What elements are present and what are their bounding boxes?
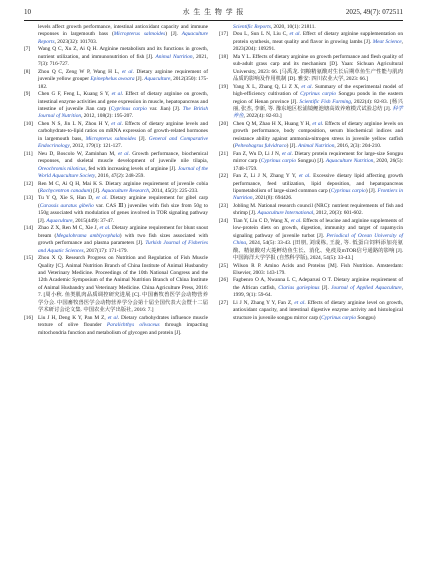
reference-number: [10] (24, 120, 33, 127)
reference-entry (219, 300, 403, 322)
reference-entry (24, 121, 208, 151)
text-segment: through impacting mitochondria function and metabolism of glycogen and protein [J]. (38, 322, 209, 336)
italic-text: Cyprinus carpio (260, 158, 296, 165)
text-segment: Fagbenro O A, Nwanna L C, Adeparusi O T. Dietary arginine requirement of the African catfish, (233, 277, 403, 291)
italic-text: et al (281, 150, 292, 157)
text-segment: Yang X L, Zhang Q, Li Z X, (233, 83, 302, 90)
italic-text: et al (121, 68, 133, 75)
reference-text (38, 225, 208, 255)
text-segment: Chen N S, Jin L N, Zhou H Y, (38, 120, 112, 127)
reference-number (24, 24, 38, 46)
text-segment: Songpu) (356, 314, 376, 321)
reference-entry (219, 151, 403, 173)
text-segment: . Effects of dietary arginine levels on growth performance, body composition, serum biochemical indices and resistance ability against ammonia-nitrogen stress in juvenile yellow catfish ( (233, 120, 403, 150)
reference-entry (24, 46, 208, 68)
text-segment: , 1999, 9(1): 59-64. (233, 284, 404, 299)
italic-text: The British Journal of Nutrition (38, 105, 208, 120)
text-segment: var. CAS Ⅲ) juveniles with fish size from 50g to 150g associated with modulation of genes involved in TOR signaling pathway [J]. (38, 202, 208, 224)
text-segment: , 2021, 7(3): 716-727. (38, 53, 209, 68)
text-segment: Ma Y L. Effects of dietary arginine on growth performance and flesh quality of sub-adult grass carp and its mechanism [D]. Yaan: Sichuan Agricultural University, 2023: 66. [马禹龙. 饲粮精氨酸对生长后期草鱼生产性能与肌肉品质的影响及作用机制 [D]. 雅安: 四川农业大学, 2023: 66.] (233, 53, 403, 83)
reference-text (38, 181, 208, 196)
text-segment: Dou L, Sun L N, Liu C, (233, 31, 290, 38)
text-segment: , 2012(350): 175-182. (38, 76, 208, 90)
reference-entry (24, 151, 208, 181)
text-segment: , 2016, 47(2): 248-259. (95, 173, 145, 180)
text-segment: J (172, 31, 175, 38)
text-segment: Songpu) [J]. (296, 158, 326, 165)
text-segment: . Growth performance, biochemical responses, and skeletal muscle development of juvenile nile tilapia, (38, 150, 208, 165)
reference-text (233, 203, 403, 218)
reference-number: [12] (24, 180, 33, 187)
text-segment: . Dietary carbohydrates influence muscle texture of olive flounder (38, 314, 208, 329)
reference-text (233, 263, 403, 278)
italic-text: Aquaculture Research (101, 187, 149, 194)
text-segment: , 2021(8): 694426. (252, 195, 293, 202)
reference-entry (219, 203, 403, 218)
volume-info: 2025, 49(7): 072511 (345, 8, 403, 16)
text-segment: , 2015(449): 37-47. (72, 217, 115, 224)
reference-number: [18] (219, 53, 228, 60)
italic-text: et al (111, 91, 122, 98)
reference-text (38, 121, 208, 151)
text-segment: ) [ (165, 31, 173, 38)
italic-text: General and Comparative Endocrinology (38, 135, 208, 150)
text-segment: Zhou Q C, Zeng W P, Wang H L, (38, 68, 122, 75)
text-segment: , 2023(204): 109291. (233, 38, 403, 53)
text-segment: [J]. (134, 76, 145, 83)
italic-text: Cyprinus carpio (330, 187, 366, 194)
text-segment: Wilson R P. Amino Acids and Proteins [M]. Fish Nutrition. Amsterdam: Elsevier, 2003: 143-179. (233, 262, 403, 276)
text-segment: levels affect growth performance, intestinal antioxidant capacity and immune responses in largemouth bass ( (38, 24, 208, 38)
italic-text: Aquaculture (46, 217, 73, 224)
italic-text: Paralichthys olivaceus (106, 322, 160, 329)
text-segment: Zhou X Q. Research Progress on Nutrition and Regulation of Fish Muscle Quality [C]. Animal Nutrition Branch of China Institute of Animal Husbandry and Veterinary Medicine. Proceedings of the 10th National Congress and the 12th Academic Symposium of the Animal Nutrition Branch of China Institute of Animal Husbandry and Veterinary Medicine. China Agriculture Press, 2016: 7. [周小秋. 鱼类肌肉品质调控研究进展 [C]. 中国畜牧兽医学会动物营养学分会. 中国畜牧兽医学会动物营养学分会第十届全国代表大会暨十二届学术研讨会论文集. 中国农业大学出版社, 2016: 7.] (38, 255, 208, 314)
text-segment: . Dietary arginine requirement for blunt snout bream ( (38, 225, 208, 239)
italic-text: Periodical of Ocean University of China (233, 232, 403, 247)
italic-text: Megalobrama amblycephala (56, 232, 120, 239)
text-segment: . Effects of dietary arginine levels and carbohydrate-to-lipid ratios on mRNA expression of growth-related hormones in largemouth bass, (38, 120, 208, 142)
reference-text (233, 121, 403, 151)
reference-number: [26] (219, 277, 228, 284)
reference-entry (219, 54, 403, 84)
text-segment: . Effects of dietary arginine level on growth, antioxidant capacity, and intestinal digestive enzyme activity and histological structure in juvenile songpu mirror carp ( (233, 299, 404, 321)
reference-text (233, 173, 403, 203)
italic-text: Cyprinus carpio (110, 105, 147, 112)
page-number: 10 (24, 8, 31, 16)
italic-text: Rachycentron canadum (39, 187, 91, 194)
text-segment: . Effect of dietary arginine supplementation on protein synthesis, meat quality and flavor in growing lambs [J]. (233, 31, 404, 45)
reference-text (38, 69, 208, 91)
reference-number: [14] (24, 225, 33, 232)
reference-entry (24, 91, 208, 121)
text-segment: . Dietary arginine requirement of juvenile yellow grouper (38, 68, 208, 83)
reference-number: [17] (219, 31, 228, 38)
text-segment: , 2014, 45(2): 225-233. (148, 187, 199, 194)
reference-entry (24, 181, 208, 196)
text-segment: , 2020, 26(5): 1748-1759. (233, 158, 403, 172)
text-segment: Fan Z, Li J N, Zhang Y Y, (233, 173, 299, 180)
italic-text: Meat Science (372, 38, 402, 45)
text-segment: Jobling M. National research council (NRC): nutrient requirements of fish and shrimp [J]. (233, 202, 403, 217)
reference-entry (219, 31, 403, 53)
text-segment: , 2020, 10(1): 21811. (270, 24, 316, 30)
italic-text: et al (111, 120, 122, 127)
reference-number: [13] (24, 195, 33, 202)
italic-text: Animal Nutrition (155, 53, 193, 60)
reference-column-right (219, 24, 403, 573)
text-segment: , 2016, 2(3): 204-210. (334, 143, 382, 150)
italic-text: Aquaculture Nutrition (325, 158, 374, 165)
text-segment: ) [J]. (286, 143, 299, 150)
reference-entry (219, 121, 403, 151)
italic-text: Carassis auratus gibelio (39, 202, 94, 209)
reference-text (38, 151, 208, 181)
text-segment: Ren M C, Ai Q H, Mai K S. Dietary arginine requirement of juvenile cobia ( (38, 180, 208, 194)
reference-text (233, 277, 403, 299)
text-segment: Fan Z, Wu D, Li J N, (233, 150, 282, 157)
italic-text: et al (294, 299, 305, 306)
italic-text: 科学养鱼 (233, 105, 404, 120)
text-segment: . Dietary arginine requirement for gibel carp ( (38, 195, 208, 209)
text-segment: , 2012, 20(3): 601-602. (313, 210, 363, 217)
reference-text (38, 24, 208, 46)
text-segment: , 2022(4): 82-83. [杨兴丽, 张杰, 李新, 等. 豫东地区松浦镜鲤池塘高效养殖模式试验总结 [J]. (233, 98, 403, 112)
italic-text: et al (117, 150, 129, 157)
reference-number: [27] (219, 299, 228, 306)
italic-text: Frontiers in Nutrition (233, 187, 404, 202)
text-segment: . Effect of dietary arginine on growth, intestinal enzyme activities and gene expression in muscle, hepatopancreas and intestine of juvenile Jian carp ( (38, 91, 208, 112)
reference-entry (219, 84, 403, 121)
reference-entry (219, 277, 403, 299)
reference-text (38, 91, 208, 121)
text-segment: . Dietary protein requirement for large-size Songpu mirror carp ( (233, 150, 403, 165)
reference-number: [25] (219, 262, 228, 269)
reference-entry (24, 255, 208, 315)
reference-text (233, 218, 403, 263)
reference-number: [8] (24, 68, 31, 75)
reference-number: [19] (219, 83, 228, 90)
reference-entry (219, 218, 403, 263)
reference-number: [24] (219, 217, 228, 224)
reference-number: [23] (219, 202, 228, 209)
italic-text: et al (107, 314, 118, 321)
reference-entry (24, 24, 208, 46)
reference-number: [21] (219, 150, 228, 157)
text-segment: ) [J]. (90, 187, 102, 194)
italic-text: Aquaculture Reports (38, 31, 209, 45)
reference-entry (24, 69, 208, 91)
text-segment: , 2012, 108(2): 195-207. (81, 113, 134, 120)
text-segment: Li J N, Zhang Y Y, Fan Z, (233, 299, 295, 306)
text-segment: , 2023(32): 101703. (54, 38, 98, 45)
italic-text: Aquaculture (144, 76, 171, 83)
text-segment: , fed with increasing levels of arginine [J]. (85, 165, 178, 172)
reference-number: [9] (24, 91, 31, 98)
reference-text (233, 31, 403, 53)
reference-text (38, 315, 208, 337)
italic-text: Epinephelus awoara (90, 76, 135, 83)
reference-text (233, 300, 403, 322)
italic-text: Scientific Reports (233, 24, 271, 30)
running-header (24, 6, 403, 21)
reference-columns (24, 24, 403, 573)
italic-text: Cyprinus carpio (300, 91, 337, 98)
text-segment: ) with two fish sizes associated with growth performance and plasma parameters [J]. (38, 232, 208, 247)
reference-number: [15] (24, 255, 33, 262)
text-segment: Zhao Z X, Ren M C, Xie J, (38, 225, 100, 232)
reference-column-left (24, 24, 208, 573)
text-segment: , 2024, 54(5): 33-43. [田朋, 刘成栋, 王旋, 等. 低蛋白饲料添加亮氨酸、精氨酸对大菱鲆幼鱼生长、消化、免疫及mTOR信号通路的影响 [J]. 中国海洋大学学报 (自然科学版), 2024, 54(5): 33-43.] (233, 240, 403, 262)
italic-text: Turkish Journal of Fisheries and Aquatic Sciences (38, 240, 208, 254)
italic-text: Aquaculture International (257, 210, 314, 217)
italic-text: et al (99, 225, 110, 232)
text-segment: Liu J H, Deng K Y, Pan M Z, (38, 314, 108, 321)
text-segment: Chen Q M, Zhao H X, Huang Y H, (233, 120, 313, 127)
italic-text: et al (289, 31, 300, 38)
text-segment: Songpu ponds in the eastern region of Henan province [J]. (233, 91, 403, 105)
reference-entry (24, 315, 208, 337)
reference-number: [22] (219, 173, 228, 180)
text-segment: . Effects of leucine and arginine supplements of low-protein diets on growth, digestion, immunity and target of rapamycin signaling pathway of juvenile turbot [J]. (233, 217, 403, 239)
text-segment: var. Jian) [J]. (146, 105, 183, 112)
italic-text: et al (290, 217, 301, 224)
text-segment: ]. (174, 31, 182, 38)
text-segment: [J]. (319, 284, 332, 291)
italic-text: et al (312, 120, 323, 127)
journal-title: 水 生 生 物 学 报 (182, 8, 245, 16)
reference-number (219, 24, 233, 31)
text-segment: Chen G F, Feng L, Kuang S Y, (38, 91, 112, 98)
reference-entry (219, 263, 403, 278)
text-segment: . Excessive dietary lipid affecting growth performance, feed utilization, lipid deposition, and hepatopancreas lipometabolism of large-sized common carp ( (233, 173, 404, 194)
text-segment: ) [J]. (365, 187, 378, 194)
reference-entry (24, 195, 208, 225)
reference-number: [16] (24, 314, 33, 321)
text-segment: [J]. (136, 135, 149, 142)
text-segment: , 2012, 179(1): 121-127. (69, 143, 123, 150)
reference-text (233, 151, 403, 173)
reference-number: [7] (24, 46, 31, 53)
reference-number: [11] (24, 150, 33, 157)
text-segment: . Summary of the experimental model of high-efficiency cultivation of (233, 83, 403, 98)
reference-text (233, 84, 403, 121)
italic-text: et al (301, 83, 312, 90)
reference-text (38, 46, 208, 68)
italic-text: Journal of Applied Aquaculture (331, 284, 402, 291)
text-segment: , 2017(17): 171-179. (83, 247, 128, 254)
italic-text: Journal of the World Aquaculture Society (38, 165, 208, 180)
reference-text (38, 255, 208, 315)
text-segment: Neu D, Boscolo W, Zaminhan M, (38, 150, 118, 157)
reference-entry (219, 173, 403, 203)
italic-text: et al (298, 173, 310, 180)
italic-text: Animal Nutrition (298, 143, 335, 150)
italic-text: Clarias gariepinus (278, 284, 320, 291)
text-segment: Tian Y, Liu C D, Wang X, (233, 217, 291, 224)
italic-text: et al (95, 195, 107, 202)
text-segment: Wang Q C, Xu Z, Ai Q H. Arginine metabolism and its functions in growth, nutrient utilization, and immunonutrition of fish [J]. (38, 46, 208, 60)
italic-text: Cyprinus carpio (321, 314, 357, 321)
italic-text: Scientific Fish Farming (299, 98, 351, 105)
italic-text: Micropterus salmoides (85, 135, 137, 142)
reference-text (38, 195, 208, 225)
reference-text (233, 54, 403, 84)
italic-text: Pelteobagrus fulvidraco (234, 143, 287, 150)
italic-text: Micropterus salmoides (113, 31, 166, 38)
text-segment: Tu Y Q, Xie S, Han D, (38, 195, 96, 202)
text-segment: , 2022(4): 82-83.] (243, 113, 282, 120)
reference-number: [20] (219, 120, 228, 127)
reference-entry (24, 225, 208, 255)
italic-text: Oreochromis niloticus (38, 165, 86, 172)
